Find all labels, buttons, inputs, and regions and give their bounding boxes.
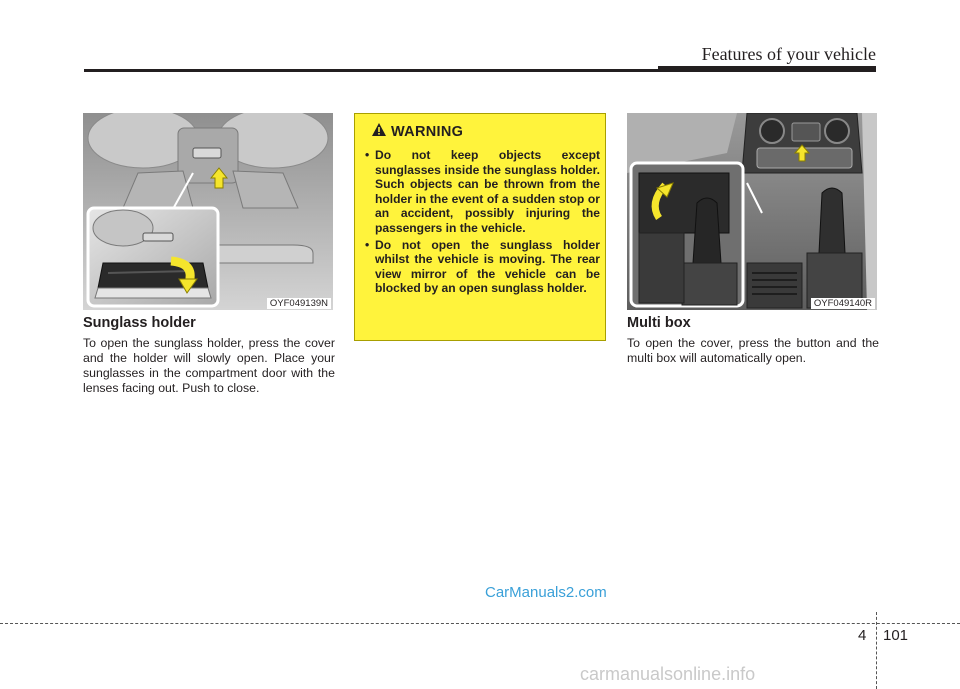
bottom-watermark: carmanualsonline.info bbox=[580, 664, 756, 684]
sunglass-holder-illustration bbox=[83, 113, 333, 310]
footer-divider bbox=[876, 612, 877, 689]
warning-item: • Do not keep objects except sunglasses inside the sunglass holder. Such objects can be thrown from the holder in the event of a sudden stop or an accident, possibly injuring the passengers in the vehicle. bbox=[361, 148, 600, 236]
chapter-number: 4 bbox=[858, 627, 867, 644]
footer-rule bbox=[0, 623, 960, 624]
warning-list bbox=[361, 148, 600, 298]
warning-title: WARNING bbox=[391, 124, 464, 140]
figure-code: OYF049139N bbox=[267, 298, 331, 309]
watermark-link[interactable]: CarManuals2.com bbox=[485, 584, 607, 601]
section-heading-sunglass-holder: Sunglass holder bbox=[83, 315, 196, 331]
chapter-header-title: Features of your vehicle bbox=[701, 44, 876, 64]
sunglass-holder-figure bbox=[83, 113, 333, 310]
section-heading-multi-box: Multi box bbox=[627, 315, 691, 331]
multi-box-figure bbox=[627, 113, 877, 310]
multi-box-text: To open the cover, press the button and the multi box will automatically open. bbox=[627, 336, 879, 365]
header-rule-accent bbox=[658, 66, 876, 72]
page-number: 101 bbox=[883, 627, 909, 644]
figure-code: OYF049140R bbox=[811, 298, 875, 309]
sunglass-holder-text: To open the sunglass holder, press the cover and the holder will slowly open. Place your sunglasses in the compartment door with the lenses facing out. Push to close. bbox=[83, 336, 335, 395]
warning-triangle-icon bbox=[371, 122, 387, 137]
warning-box bbox=[354, 113, 606, 341]
multi-box-illustration bbox=[627, 113, 877, 310]
warning-item: • Do not open the sunglass holder whilst the vehicle is moving. The rear view mirror of the vehicle can be blocked by an open sunglass holder. bbox=[361, 238, 600, 296]
